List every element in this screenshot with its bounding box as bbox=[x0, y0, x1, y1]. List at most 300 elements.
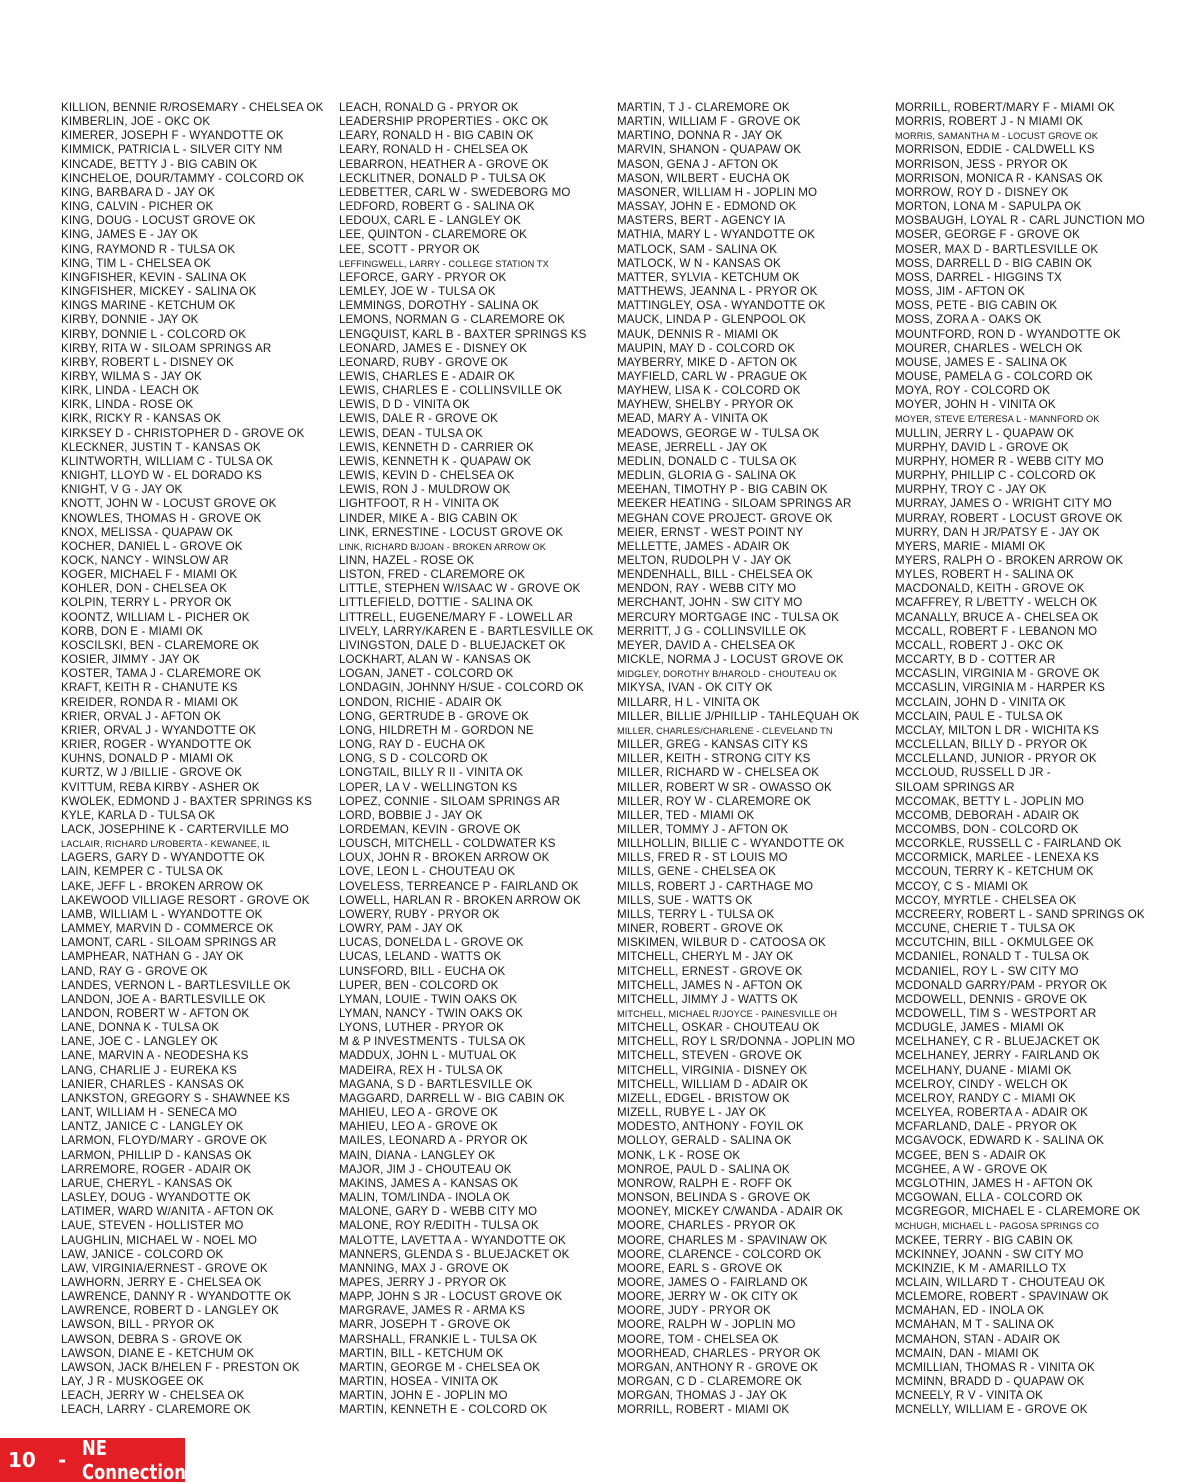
listing-entry: MIKYSA, IVAN - OK CITY OK bbox=[617, 681, 773, 695]
listing-entry: LYONS, LUTHER - PRYOR OK bbox=[339, 1021, 504, 1035]
listing-entry: MCELROY, RANDY C - MIAMI OK bbox=[895, 1091, 1076, 1105]
listing-entry: MERCURY MORTGAGE INC - TULSA OK bbox=[617, 610, 839, 624]
listing-entry: MILLER, CHARLES/CHARLENE - CLEVELAND TN bbox=[617, 725, 833, 736]
listing-entry: MORRISON, JESS - PRYOR OK bbox=[895, 157, 1068, 171]
listing-entry: MYERS, RALPH O - BROKEN ARROW OK bbox=[895, 554, 1124, 567]
listing-entry: MCCUNE, CHERIE T - TULSA OK bbox=[895, 922, 1076, 936]
listing-entry: MORRISON, MONICA R - KANSAS OK bbox=[895, 171, 1103, 185]
listing-entry: LEWIS, D D - VINITA OK bbox=[339, 398, 470, 412]
listing-entry: LEWIS, DEAN - TULSA OK bbox=[339, 426, 483, 440]
listing-entry: LISTON, FRED - CLAREMORE OK bbox=[339, 568, 526, 582]
listing-entry: KIMERER, JOSEPH F - WYANDOTTE OK bbox=[61, 129, 284, 143]
listing-entry: KINGFISHER, MICKEY - SALINA OK bbox=[61, 285, 257, 299]
listing-entry: MAIN, DIANA - LANGLEY OK bbox=[339, 1148, 496, 1162]
listing-entry: MILLER, ROBERT W SR - OWASSO OK bbox=[617, 780, 832, 794]
listing-entry: KINCHELOE, DOUR/TAMMY - COLCORD OK bbox=[61, 171, 305, 185]
listing-entry: LANDON, JOE A - BARTLESVILLE OK bbox=[61, 992, 266, 1006]
listing-entry: MEEHAN, TIMOTHY P - BIG CABIN OK bbox=[617, 483, 828, 497]
publication-name: NE Connection bbox=[82, 1436, 187, 1484]
listing-entry: MAKINS, JAMES A - KANSAS OK bbox=[339, 1176, 519, 1190]
listing-entry: MOORE, JAMES O - FAIRLAND OK bbox=[617, 1275, 808, 1289]
listing-entry: KOCK, NANCY - WINSLOW AR bbox=[61, 554, 229, 567]
listing-entry: MODESTO, ANTHONY - FOYIL OK bbox=[617, 1120, 804, 1134]
listing-column-2 bbox=[339, 101, 607, 1418]
listing-entry: MAYFIELD, CARL W - PRAGUE OK bbox=[617, 369, 808, 383]
listing-entry: MATHIA, MARY L - WYANDOTTE OK bbox=[617, 228, 816, 242]
listing-entry: MCMINN, BRADD D - QUAPAW OK bbox=[895, 1375, 1085, 1389]
listing-entry: MERCHANT, JOHN - SW CITY MO bbox=[617, 596, 803, 610]
listing-entry: MILLER, TED - MIAMI OK bbox=[617, 808, 755, 822]
listing-entry: MARTIN, BILL - KETCHUM OK bbox=[339, 1346, 504, 1360]
listing-entry: MITCHELL, JAMES N - AFTON OK bbox=[617, 978, 803, 992]
listing-entry: MARTIN, T J - CLAREMORE OK bbox=[617, 101, 790, 114]
listing-entry: LECKLITNER, DONALD P - TULSA OK bbox=[339, 171, 546, 185]
listing-entry: KNOWLES, THOMAS H - GROVE OK bbox=[61, 511, 262, 525]
listing-entry: MOORE, CHARLES M - SPAVINAW OK bbox=[617, 1233, 828, 1247]
listing-entry: MCNEELY, R V - VINITA OK bbox=[895, 1389, 1043, 1403]
listing-entry: LANE, DONNA K - TULSA OK bbox=[61, 1021, 220, 1035]
listing-entry: MCCOY, C S - MIAMI OK bbox=[895, 879, 1029, 893]
listing-entry: MERRITT, J G - COLLINSVILLE OK bbox=[617, 624, 807, 638]
listing-entry: MONROE, PAUL D - SALINA OK bbox=[617, 1162, 790, 1176]
listing-entry: KORB, DON E - MIAMI OK bbox=[61, 624, 203, 638]
listing-entry: MATTHEWS, JEANNA L - PRYOR OK bbox=[617, 285, 818, 299]
listing-entry: MCELYEA, ROBERTA A - ADAIR OK bbox=[895, 1106, 1088, 1120]
listing-entry: LAWRENCE, ROBERT D - LANGLEY OK bbox=[61, 1304, 279, 1318]
listing-entry: LAY, J R - MUSKOGEE OK bbox=[61, 1375, 204, 1389]
listing-entry: MURRAY, JAMES O - WRIGHT CITY MO bbox=[895, 497, 1112, 511]
listing-entry: MONSON, BELINDA S - GROVE OK bbox=[617, 1191, 811, 1205]
listing-entry: MITCHELL, WILLIAM D - ADAIR OK bbox=[617, 1077, 809, 1091]
listing-entry: MCCUTCHIN, BILL - OKMULGEE OK bbox=[895, 936, 1094, 950]
listing-entry: MCLEMORE, ROBERT - SPAVINAW OK bbox=[895, 1290, 1109, 1304]
listing-entry: LAIN, KEMPER C - TULSA OK bbox=[61, 865, 224, 879]
listing-column-1 bbox=[61, 101, 329, 1418]
listing-entry: MATTER, SYLVIA - KETCHUM OK bbox=[617, 270, 800, 284]
listing-entry: MCDUGLE, JAMES - MIAMI OK bbox=[895, 1021, 1065, 1035]
listing-entry: MORROW, ROY D - DISNEY OK bbox=[895, 185, 1069, 199]
listing-entry: MEDLIN, DONALD C - TULSA OK bbox=[617, 454, 797, 468]
listing-entry: LAND, RAY G - GROVE OK bbox=[61, 964, 208, 978]
listing-entry: LEFFINGWELL, LARRY - COLLEGE STATION TX bbox=[339, 258, 549, 269]
listing-entry: MAJOR, JIM J - CHOUTEAU OK bbox=[339, 1162, 512, 1176]
listing-entry: MOORE, TOM - CHELSEA OK bbox=[617, 1332, 779, 1346]
listing-entry: MCDANIEL, ROY L - SW CITY MO bbox=[895, 964, 1079, 978]
listing-entry: LUPER, BEN - COLCORD OK bbox=[339, 978, 499, 992]
listing-entry: MILLER, ROY W - CLAREMORE OK bbox=[617, 794, 811, 808]
listing-entry: LORD, BOBBIE J - JAY OK bbox=[339, 808, 483, 822]
listing-entry: MOUSE, JAMES E - SALINA OK bbox=[895, 355, 1068, 369]
listing-entry: MOURER, CHARLES - WELCH OK bbox=[895, 341, 1083, 355]
listing-entry: LEDBETTER, CARL W - SWEDEBORG MO bbox=[339, 185, 571, 199]
listing-entry: MCDANIEL, RONALD T - TULSA OK bbox=[895, 950, 1090, 964]
listing-entry: MINER, ROBERT - GROVE OK bbox=[617, 922, 784, 936]
listing-entry: MOYER, STEVE E/TERESA L - MANNFORD OK bbox=[895, 414, 1100, 425]
listing-entry: LINDER, MIKE A - BIG CABIN OK bbox=[339, 511, 518, 525]
listing-entry: LAWHORN, JERRY E - CHELSEA OK bbox=[61, 1275, 262, 1289]
listing-entry: MILLARR, H L - VINITA OK bbox=[617, 695, 760, 709]
listing-entry: LOPER, LA V - WELLINGTON KS bbox=[339, 780, 518, 794]
listing-entry: MILLS, ROBERT J - CARTHAGE MO bbox=[617, 879, 814, 893]
listing-entry: KLINTWORTH, WILLIAM C - TULSA OK bbox=[61, 454, 274, 468]
listing-entry: MARTIN, JOHN E - JOPLIN MO bbox=[339, 1389, 508, 1403]
listing-entry: KLECKNER, JUSTIN T - KANSAS OK bbox=[61, 440, 261, 454]
listing-entry: MCCLAY, MILTON L DR - WICHITA KS bbox=[895, 723, 1099, 737]
listing-entry: MCGREGOR, MICHAEL E - CLAREMORE OK bbox=[895, 1205, 1141, 1219]
listing-entry: LINK, RICHARD B/JOAN - BROKEN ARROW OK bbox=[339, 541, 546, 552]
listing-entry: LEE, SCOTT - PRYOR OK bbox=[339, 242, 480, 256]
listing-entry: LONGTAIL, BILLY R II - VINITA OK bbox=[339, 766, 524, 780]
listing-entry: MOSER, MAX D - BARTLESVILLE OK bbox=[895, 242, 1099, 256]
listing-entry: LEWIS, DALE R - GROVE OK bbox=[339, 412, 498, 426]
listing-entry: MCANALLY, BRUCE A - CHELSEA OK bbox=[895, 610, 1099, 624]
listing-entry: MOSBAUGH, LOYAL R - CARL JUNCTION MO bbox=[895, 214, 1145, 228]
listing-entry: MAUK, DENNIS R - MIAMI OK bbox=[617, 327, 779, 341]
listing-entry: KIRBY, RITA W - SILOAM SPRINGS AR bbox=[61, 341, 272, 355]
listing-entry: MALIN, TOM/LINDA - INOLA OK bbox=[339, 1191, 511, 1205]
listing-entry: MIDGLEY, DOROTHY B/HAROLD - CHOUTEAU OK bbox=[617, 669, 838, 680]
listing-entry: MCMAHON, STAN - ADAIR OK bbox=[895, 1332, 1061, 1346]
listing-entry: LAMPHEAR, NATHAN G - JAY OK bbox=[61, 950, 244, 964]
listing-entry: LEDOUX, CARL E - LANGLEY OK bbox=[339, 214, 521, 228]
page-footer-tab bbox=[0, 1438, 185, 1482]
listing-entry: LAKEWOOD VILLIAGE RESORT - GROVE OK bbox=[61, 893, 310, 907]
listing-entry: MCMAHAN, ED - INOLA OK bbox=[895, 1304, 1045, 1318]
listing-entry: MURRAY, ROBERT - LOCUST GROVE OK bbox=[895, 511, 1123, 525]
listing-entry: MELTON, RUDOLPH V - JAY OK bbox=[617, 554, 792, 567]
listing-entry: KOGER, MICHAEL F - MIAMI OK bbox=[61, 568, 238, 582]
listing-entry: LINK, ERNESTINE - LOCUST GROVE OK bbox=[339, 525, 564, 539]
listing-entry: KING, CALVIN - PICHER OK bbox=[61, 200, 214, 214]
listing-entry: KING, RAYMOND R - TULSA OK bbox=[61, 242, 236, 256]
listing-entry: MORGAN, THOMAS J - JAY OK bbox=[617, 1389, 787, 1403]
listing-entry: MCDOWELL, DENNIS - GROVE OK bbox=[895, 992, 1088, 1006]
listing-entry: MCFARLAND, DALE - PRYOR OK bbox=[895, 1120, 1078, 1134]
listing-entry: MARTIN, HOSEA - VINITA OK bbox=[339, 1375, 499, 1389]
listing-entry: MAGGARD, DARRELL W - BIG CABIN OK bbox=[339, 1091, 565, 1105]
listing-entry: LOUSCH, MITCHELL - COLDWATER KS bbox=[339, 837, 556, 851]
listing-entry: MORRIS, ROBERT J - N MIAMI OK bbox=[895, 115, 1083, 129]
listing-entry: LARMON, PHILLIP D - KANSAS OK bbox=[61, 1148, 252, 1162]
listing-column-4 bbox=[895, 101, 1163, 1418]
listing-entry: MOYER, JOHN H - VINITA OK bbox=[895, 398, 1056, 412]
listing-entry: MORRIS, SAMANTHA M - LOCUST GROVE OK bbox=[895, 131, 1099, 142]
listing-entry: MCGAVOCK, EDWARD K - SALINA OK bbox=[895, 1134, 1105, 1148]
listing-entry: KRIER, ROGER - WYANDOTTE OK bbox=[61, 738, 252, 752]
listing-entry: LENGQUIST, KARL B - BAXTER SPRINGS KS bbox=[339, 327, 587, 341]
listing-entry: MEGHAN COVE PROJECT- GROVE OK bbox=[617, 511, 833, 525]
listing-entry: MCCREERY, ROBERT L - SAND SPRINGS OK bbox=[895, 907, 1145, 921]
listing-entry: LAW, JANICE - COLCORD OK bbox=[61, 1247, 224, 1261]
listing-entry: MAYBERRY, MIKE D - AFTON OK bbox=[617, 355, 798, 369]
listing-entry: MCKINNEY, JOANN - SW CITY MO bbox=[895, 1247, 1084, 1261]
listing-entry: MANNERS, GLENDA S - BLUEJACKET OK bbox=[339, 1247, 570, 1261]
listing-entry: MOORE, CLARENCE - COLCORD OK bbox=[617, 1247, 822, 1261]
listing-entry: MYERS, MARIE - MIAMI OK bbox=[895, 539, 1046, 553]
listing-entry: MCGLOTHIN, JAMES H - AFTON OK bbox=[895, 1176, 1093, 1190]
listing-entry: KIRKSEY D - CHRISTOPHER D - GROVE OK bbox=[61, 426, 305, 440]
listing-entry: MCELHANEY, JERRY - FAIRLAND OK bbox=[895, 1049, 1100, 1063]
listing-column-3 bbox=[617, 101, 885, 1418]
listing-entry: MCCASLIN, VIRGINIA M - GROVE OK bbox=[895, 667, 1100, 681]
listing-entry: KNOX, MELISSA - QUAPAW OK bbox=[61, 525, 233, 539]
listing-entry: MILLER, TOMMY J - AFTON OK bbox=[617, 822, 789, 836]
listing-entry: MEAD, MARY A - VINITA OK bbox=[617, 412, 769, 426]
listing-entry: MARTINO, DONNA R - JAY OK bbox=[617, 129, 783, 143]
listing-entry: MACDONALD, KEITH - GROVE OK bbox=[895, 582, 1085, 596]
listing-entry: LAWSON, BILL - PRYOR OK bbox=[61, 1318, 215, 1332]
listing-entry: KING, BARBARA D - JAY OK bbox=[61, 185, 216, 199]
listing-entry: MOORE, JERRY W - OK CITY OK bbox=[617, 1290, 799, 1304]
listing-entry: LAKE, JEFF L - BROKEN ARROW OK bbox=[61, 879, 264, 893]
listing-entry: KIRK, RICKY R - KANSAS OK bbox=[61, 412, 222, 426]
listing-entry: MITCHELL, ERNEST - GROVE OK bbox=[617, 964, 803, 978]
listing-entry: LACLAIR, RICHARD L/ROBERTA - KEWANEE, IL bbox=[61, 839, 271, 850]
listing-entry: MCGHEE, A W - GROVE OK bbox=[895, 1162, 1048, 1176]
listing-entry: LANTZ, JANICE C - LANGLEY OK bbox=[61, 1120, 244, 1134]
listing-entry: LUNSFORD, BILL - EUCHA OK bbox=[339, 964, 506, 978]
listing-entry: LOPEZ, CONNIE - SILOAM SPRINGS AR bbox=[339, 794, 561, 808]
listing-entry: KIRBY, DONNIE - JAY OK bbox=[61, 313, 199, 327]
listing-entry: LEFORCE, GARY - PRYOR OK bbox=[339, 270, 507, 284]
listing-entry: MOORE, JUDY - PRYOR OK bbox=[617, 1304, 771, 1318]
listing-entry: MALOTTE, LAVETTA A - WYANDOTTE OK bbox=[339, 1233, 566, 1247]
listing-entry: MCCASLIN, VIRGINIA M - HARPER KS bbox=[895, 681, 1105, 695]
listing-entry: KOSIER, JIMMY - JAY OK bbox=[61, 653, 200, 667]
listing-entry: MCNELLY, WILLIAM E - GROVE OK bbox=[895, 1403, 1088, 1417]
listing-entry: KINGFISHER, KEVIN - SALINA OK bbox=[61, 270, 247, 284]
listing-entry: MORGAN, C D - CLAREMORE OK bbox=[617, 1375, 802, 1389]
listing-entry: KUHNS, DONALD P - MIAMI OK bbox=[61, 752, 234, 766]
listing-entry: MCCORMICK, MARLEE - LENEXA KS bbox=[895, 851, 1099, 865]
listing-entry: MURPHY, HOMER R - WEBB CITY MO bbox=[895, 454, 1104, 468]
listing-entry: KING, TIM L - CHELSEA OK bbox=[61, 256, 211, 270]
listing-entry: LEMONS, NORMAN G - CLAREMORE OK bbox=[339, 313, 565, 327]
listing-entry: KINCADE, BETTY J - BIG CABIN OK bbox=[61, 157, 258, 171]
listing-entry: MASONER, WILLIAM H - JOPLIN MO bbox=[617, 185, 818, 199]
listing-entry: LANE, JOE C - LANGLEY OK bbox=[61, 1035, 218, 1049]
listing-entry: LARUE, CHERYL - KANSAS OK bbox=[61, 1176, 233, 1190]
listing-entry: MCCOY, MYRTLE - CHELSEA OK bbox=[895, 893, 1077, 907]
listing-entry: KIRK, LINDA - LEACH OK bbox=[61, 384, 200, 398]
listing-entry: MADEIRA, REX H - TULSA OK bbox=[339, 1063, 503, 1077]
listing-entry: LOGAN, JANET - COLCORD OK bbox=[339, 667, 514, 681]
listing-entry: MOLLOY, GERALD - SALINA OK bbox=[617, 1134, 792, 1148]
listing-entry: LANDES, VERNON L - BARTLESVILLE OK bbox=[61, 978, 291, 992]
listing-entry: MASON, WILBERT - EUCHA OK bbox=[617, 171, 790, 185]
listing-entry: MCMILLIAN, THOMAS R - VINITA OK bbox=[895, 1360, 1095, 1374]
listing-entry: KNOTT, JOHN W - LOCUST GROVE OK bbox=[61, 497, 277, 511]
listing-entry: KOSCILSKI, BEN - CLAREMORE OK bbox=[61, 638, 260, 652]
listing-entry: MISKIMEN, WILBUR D - CATOOSA OK bbox=[617, 936, 826, 950]
listing-entry: KING, DOUG - LOCUST GROVE OK bbox=[61, 214, 256, 228]
listing-entry: LANT, WILLIAM H - SENECA MO bbox=[61, 1106, 237, 1120]
listing-entry: KREIDER, RONDA R - MIAMI OK bbox=[61, 695, 239, 709]
listing-entry: LIVELY, LARRY/KAREN E - BARTLESVILLE OK bbox=[339, 624, 594, 638]
listing-entry: MCHUGH, MICHAEL L - PAGOSA SPRINGS CO bbox=[895, 1221, 1099, 1232]
listing-entry: LEBARRON, HEATHER A - GROVE OK bbox=[339, 157, 549, 171]
listing-entry: LOWERY, RUBY - PRYOR OK bbox=[339, 907, 500, 921]
listing-entry: LANDON, ROBERT W - AFTON OK bbox=[61, 1007, 250, 1020]
listing-entry: MCCLOUD, RUSSELL D JR - SILOAM SPRINGS AR bbox=[895, 766, 1051, 794]
listing-entry: MCDOWELL, TIM S - WESTPORT AR bbox=[895, 1007, 1097, 1020]
listing-entry: MCELHANEY, C R - BLUEJACKET OK bbox=[895, 1035, 1100, 1049]
listing-entry: LANKSTON, GREGORY S - SHAWNEE KS bbox=[61, 1091, 290, 1105]
listing-entry: MCCOMB, DEBORAH - ADAIR OK bbox=[895, 808, 1080, 822]
listing-entry: LITTLE, STEPHEN W/ISAAC W - GROVE OK bbox=[339, 582, 581, 596]
listing-entry: MENDENHALL, BILL - CHELSEA OK bbox=[617, 568, 813, 582]
listing-entry: MAPP, JOHN S JR - LOCUST GROVE OK bbox=[339, 1290, 563, 1304]
listing-entry: LIGHTFOOT, R H - VINITA OK bbox=[339, 497, 500, 511]
listing-entry: MILLS, SUE - WATTS OK bbox=[617, 893, 753, 907]
listing-entry: LARREMORE, ROGER - ADAIR OK bbox=[61, 1162, 252, 1176]
listing-entry: KOLPIN, TERRY L - PRYOR OK bbox=[61, 596, 232, 610]
listing-entry: MCCORKLE, RUSSELL C - FAIRLAND OK bbox=[895, 837, 1122, 851]
listing-entry: MCLAIN, WILLARD T - CHOUTEAU OK bbox=[895, 1275, 1106, 1289]
listing-entry: MURPHY, PHILLIP C - COLCORD OK bbox=[895, 469, 1096, 483]
listing-entry: LEDFORD, ROBERT G - SALINA OK bbox=[339, 200, 535, 214]
listing-entry: LEWIS, CHARLES E - ADAIR OK bbox=[339, 369, 516, 383]
listing-entry: MCCOMAK, BETTY L - JOPLIN MO bbox=[895, 794, 1084, 808]
listing-entry: LINN, HAZEL - ROSE OK bbox=[339, 554, 475, 567]
listing-entry: MCGOWAN, ELLA - COLCORD OK bbox=[895, 1191, 1083, 1205]
listing-entry: MILLHOLLIN, BILLIE C - WYANDOTTE OK bbox=[617, 837, 845, 851]
page-number: 10 bbox=[8, 1448, 36, 1472]
listing-entry: KINGS MARINE - KETCHUM OK bbox=[61, 299, 236, 313]
listing-entry: LEADERSHIP PROPERTIES - OKC OK bbox=[339, 115, 549, 129]
listing-entry: MAHIEU, LEO A - GROVE OK bbox=[339, 1120, 498, 1134]
listing-entry: MULLIN, JERRY L - QUAPAW OK bbox=[895, 426, 1075, 440]
listing-entry: MCGEE, BEN S - ADAIR OK bbox=[895, 1148, 1047, 1162]
listing-entry: MITCHELL, OSKAR - CHOUTEAU OK bbox=[617, 1021, 820, 1035]
listing-entry: MURRY, DAN H JR/PATSY E - JAY OK bbox=[895, 525, 1100, 539]
listing-entry: KOSTER, TAMA J - CLAREMORE OK bbox=[61, 667, 262, 681]
listing-entry: MATLOCK, SAM - SALINA OK bbox=[617, 242, 778, 256]
listing-entry: MOYA, ROY - COLCORD OK bbox=[895, 384, 1051, 398]
listing-entry: MALONE, GARY D - WEBB CITY MO bbox=[339, 1205, 538, 1219]
listing-entry: MOSS, JIM - AFTON OK bbox=[895, 285, 1025, 299]
listing-entry: LAWSON, DEBRA S - GROVE OK bbox=[61, 1332, 243, 1346]
listing-entry: MORRILL, ROBERT/MARY F - MIAMI OK bbox=[895, 101, 1115, 114]
listing-entry: MATTINGLEY, OSA - WYANDOTTE OK bbox=[617, 299, 826, 313]
listing-entry: MCCOMBS, DON - COLCORD OK bbox=[895, 822, 1079, 836]
listing-entry: MCCLELLAND, JUNIOR - PRYOR OK bbox=[895, 752, 1097, 766]
listing-entry: LATIMER, WARD W/ANITA - AFTON OK bbox=[61, 1205, 274, 1219]
listing-entry: LOVELESS, TERREANCE P - FAIRLAND OK bbox=[339, 879, 579, 893]
listing-entry: KRIER, ORVAL J - WYANDOTTE OK bbox=[61, 723, 257, 737]
listing-entry: MOSS, ZORA A - OAKS OK bbox=[895, 313, 1042, 327]
listing-entry: LAWSON, DIANE E - KETCHUM OK bbox=[61, 1346, 255, 1360]
listing-entry: MCCARTY, B D - COTTER AR bbox=[895, 653, 1056, 667]
listing-entry: LITTRELL, EUGENE/MARY F - LOWELL AR bbox=[339, 610, 573, 624]
listing-entry: MAYHEW, LISA K - COLCORD OK bbox=[617, 384, 801, 398]
listing-entry: LEE, QUINTON - CLAREMORE OK bbox=[339, 228, 528, 242]
listing-entry: MILLER, BILLIE J/PHILLIP - TAHLEQUAH OK bbox=[617, 709, 860, 723]
listing-entry: MELLETTE, JAMES - ADAIR OK bbox=[617, 539, 790, 553]
listing-entry: KVITTUM, REBA KIRBY - ASHER OK bbox=[61, 780, 260, 794]
listing-entry: LONG, S D - COLCORD OK bbox=[339, 752, 489, 766]
listing-entry: MILLER, RICHARD W - CHELSEA OK bbox=[617, 766, 820, 780]
listing-entry: MITCHELL, ROY L SR/DONNA - JOPLIN MO bbox=[617, 1035, 856, 1049]
listing-entry: MICKLE, NORMA J - LOCUST GROVE OK bbox=[617, 653, 844, 667]
listing-entry: MARTIN, KENNETH E - COLCORD OK bbox=[339, 1403, 548, 1417]
listing-entry: MARR, JOSEPH T - GROVE OK bbox=[339, 1318, 511, 1332]
listing-entry: LUCAS, LELAND - WATTS OK bbox=[339, 950, 502, 964]
listing-entry: KNIGHT, V G - JAY OK bbox=[61, 483, 183, 497]
listing-entry: LEMMINGS, DOROTHY - SALINA OK bbox=[339, 299, 539, 313]
listing-entry: MANNING, MAX J - GROVE OK bbox=[339, 1261, 509, 1275]
listing-entry: MADDUX, JOHN L - MUTUAL OK bbox=[339, 1049, 517, 1063]
listing-entry: MCELROY, CINDY - WELCH OK bbox=[895, 1077, 1068, 1091]
listing-entry: MITCHELL, JIMMY J - WATTS OK bbox=[617, 992, 799, 1006]
listing-entry: MILLS, GENE - CHELSEA OK bbox=[617, 865, 776, 879]
listing-entry: MCCALL, ROBERT J - OKC OK bbox=[895, 638, 1064, 652]
listing-entry: LANE, MARVIN A - NEODESHA KS bbox=[61, 1049, 249, 1063]
listing-entry: MALONE, ROY R/EDITH - TULSA OK bbox=[339, 1219, 539, 1233]
listing-entry: KIRBY, WILMA S - JAY OK bbox=[61, 369, 202, 383]
listing-entry: LAUE, STEVEN - HOLLISTER MO bbox=[61, 1219, 244, 1233]
listing-entry: MOORE, EARL S - GROVE OK bbox=[617, 1261, 783, 1275]
listing-entry: LARMON, FLOYD/MARY - GROVE OK bbox=[61, 1134, 268, 1148]
listing-entry: LIVINGSTON, DALE D - BLUEJACKET OK bbox=[339, 638, 566, 652]
listing-entry: MCELHANY, DUANE - MIAMI OK bbox=[895, 1063, 1072, 1077]
listing-entry: KRIER, ORVAL J - AFTON OK bbox=[61, 709, 221, 723]
listing-entry: MASON, GENA J - AFTON OK bbox=[617, 157, 779, 171]
listing-entry: MOONEY, MICKEY C/WANDA - ADAIR OK bbox=[617, 1205, 843, 1219]
listing-entry: MCKEE, TERRY - BIG CABIN OK bbox=[895, 1233, 1073, 1247]
listing-entry: MARSHALL, FRANKIE L - TULSA OK bbox=[339, 1332, 538, 1346]
listing-entry: LACK, JOSEPHINE K - CARTERVILLE MO bbox=[61, 822, 289, 836]
listing-entry: KYLE, KARLA D - TULSA OK bbox=[61, 808, 216, 822]
listing-entry: MOSS, DARRELL D - BIG CABIN OK bbox=[895, 256, 1093, 270]
listing-entry: MEDLIN, GLORIA G - SALINA OK bbox=[617, 469, 797, 483]
listing-entry: MAYHEW, SHELBY - PRYOR OK bbox=[617, 398, 794, 412]
listing-entry: LONDAGIN, JOHNNY H/SUE - COLCORD OK bbox=[339, 681, 584, 695]
listing-entry: LEACH, LARRY - CLAREMORE OK bbox=[61, 1403, 251, 1417]
listing-entry: LITTLEFIELD, DOTTIE - SALINA OK bbox=[339, 596, 533, 610]
listing-entry: LAW, VIRGINIA/ERNEST - GROVE OK bbox=[61, 1261, 268, 1275]
listing-entry: LONG, RAY D - EUCHA OK bbox=[339, 738, 486, 752]
listing-entry: MCCLAIN, PAUL E - TULSA OK bbox=[895, 709, 1063, 723]
listing-entry: MARVIN, SHANON - QUAPAW OK bbox=[617, 143, 802, 157]
listing-entry: MITCHELL, MICHAEL R/JOYCE - PAINESVILLE OH bbox=[617, 1009, 838, 1019]
listing-entry: LASLEY, DOUG - WYANDOTTE OK bbox=[61, 1191, 251, 1205]
listing-entry: LONG, GERTRUDE B - GROVE OK bbox=[339, 709, 529, 723]
listing-entry: MEIER, ERNST - WEST POINT NY bbox=[617, 525, 804, 539]
listing-entry: LEWIS, KEVIN D - CHELSEA OK bbox=[339, 469, 515, 483]
listing-entry: MCCLELLAN, BILLY D - PRYOR OK bbox=[895, 738, 1088, 752]
listing-entry: MILLER, KEITH - STRONG CITY KS bbox=[617, 752, 811, 766]
listing-entry: MOSS, DARREL - HIGGINS TX bbox=[895, 270, 1062, 284]
listing-entry: MAUPIN, MAY D - COLCORD OK bbox=[617, 341, 796, 355]
listing-entry: LUCAS, DONELDA L - GROVE OK bbox=[339, 936, 524, 950]
listing-entry: MILLER, GREG - KANSAS CITY KS bbox=[617, 738, 808, 752]
listing-entry: MCCOUN, TERRY K - KETCHUM OK bbox=[895, 865, 1094, 879]
listing-entry: MOORHEAD, CHARLES - PRYOR OK bbox=[617, 1346, 821, 1360]
listing-entry: KIMBERLIN, JOE - OKC OK bbox=[61, 115, 211, 129]
listing-entry: LAMB, WILLIAM L - WYANDOTTE OK bbox=[61, 907, 263, 921]
listing-entry: MILLS, FRED R - ST LOUIS MO bbox=[617, 851, 788, 865]
listing-entry: MITCHELL, STEVEN - GROVE OK bbox=[617, 1049, 803, 1063]
listing-entry: LEONARD, JAMES E - DISNEY OK bbox=[339, 341, 528, 355]
listing-entry: MAHIEU, LEO A - GROVE OK bbox=[339, 1106, 498, 1120]
listing-entry: MARTIN, GEORGE M - CHELSEA OK bbox=[339, 1360, 541, 1374]
listing-entry: LOCKHART, ALAN W - KANSAS OK bbox=[339, 653, 532, 667]
listing-entry: LEONARD, RUBY - GROVE OK bbox=[339, 355, 509, 369]
listing-entry: MURPHY, TROY C - JAY OK bbox=[895, 483, 1047, 497]
listing-entry: LONDON, RICHIE - ADAIR OK bbox=[339, 695, 502, 709]
listing-entry: LEWIS, CHARLES E - COLLINSVILLE OK bbox=[339, 384, 563, 398]
